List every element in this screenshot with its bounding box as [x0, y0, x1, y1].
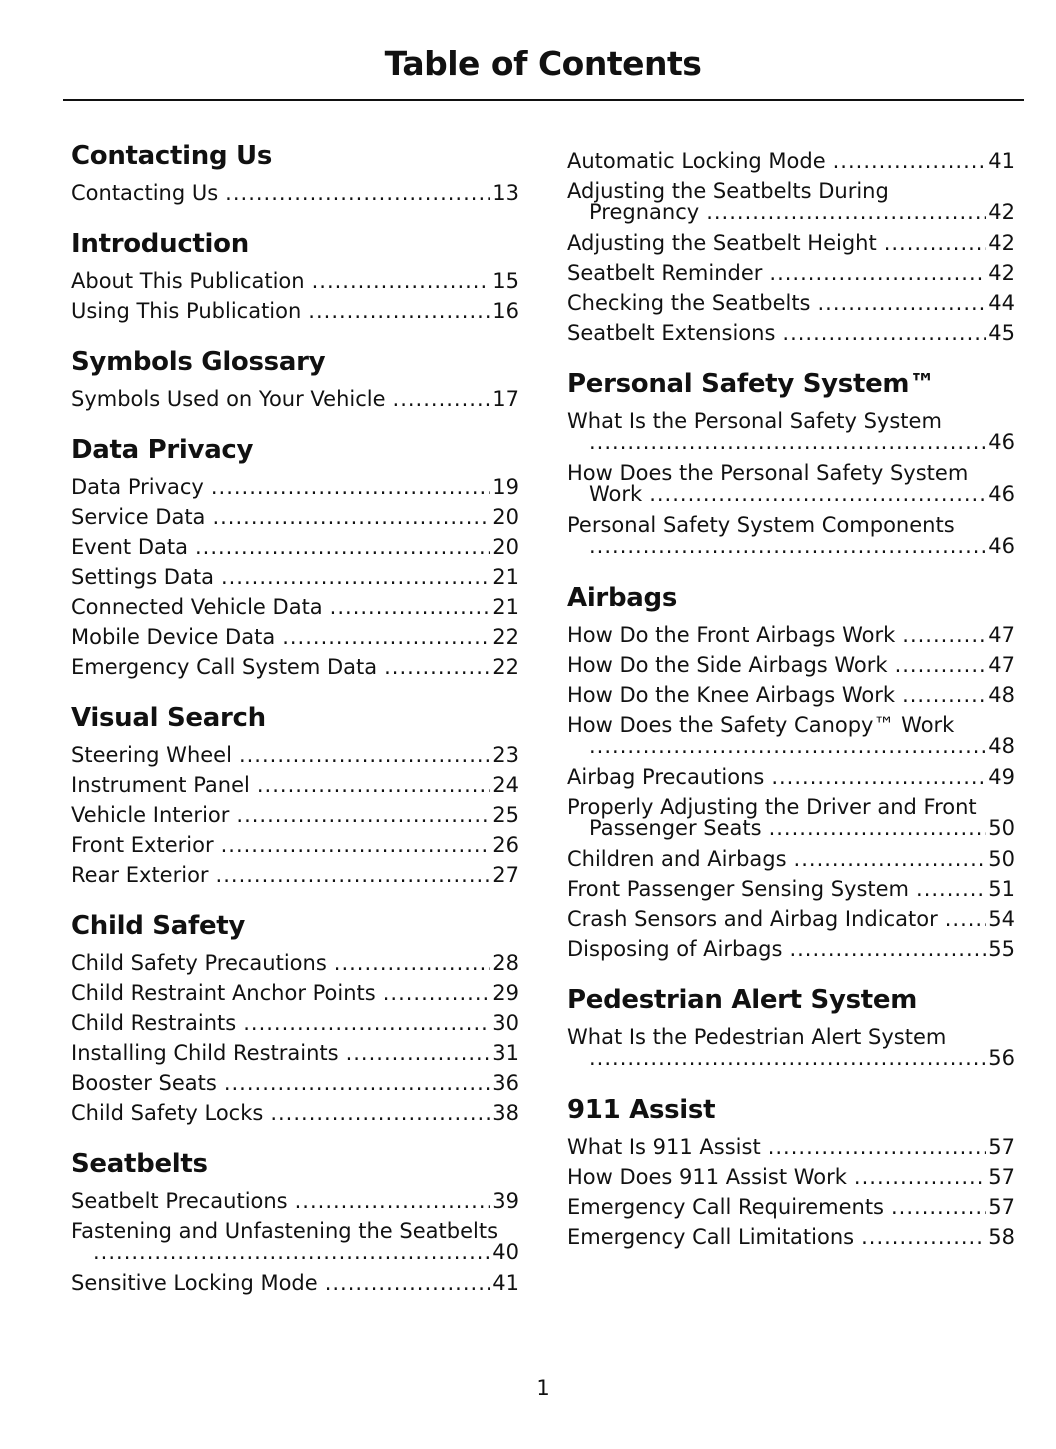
entry-label-line1: What Is the Personal Safety System	[567, 409, 942, 433]
entry-label-line1: Properly Adjusting the Driver and Front	[567, 795, 977, 819]
dot-leader	[211, 472, 490, 502]
entry-page-number: 28	[492, 951, 519, 975]
toc-entry[interactable]	[567, 1022, 1015, 1074]
dot-leader	[334, 948, 490, 978]
dot-leader	[589, 1047, 986, 1069]
dot-leader	[916, 874, 986, 904]
entry-page-number: 40	[492, 1240, 519, 1264]
dot-leader	[589, 735, 986, 757]
entry-label: Children and Airbags	[567, 847, 787, 871]
toc-entry[interactable]	[71, 948, 519, 978]
dot-leader	[794, 844, 987, 874]
dot-leader	[589, 535, 986, 557]
toc-entry[interactable]	[567, 650, 1015, 680]
entry-label: Crash Sensors and Airbag Indicator	[567, 907, 938, 931]
entry-label: Disposing of Airbags	[567, 937, 783, 961]
entry-line2	[567, 201, 1015, 228]
entry-label: Steering Wheel	[71, 743, 232, 767]
entry-label: Emergency Call Limitations	[567, 1225, 855, 1249]
toc-entry[interactable]	[567, 1162, 1015, 1192]
entry-label: Service Data	[71, 505, 206, 529]
section-title: Introduction	[71, 229, 249, 259]
entry-page-number: 31	[492, 1041, 519, 1065]
toc-section	[567, 368, 1015, 562]
toc-section	[71, 702, 519, 890]
entry-page-number: 54	[988, 907, 1015, 931]
entry-page-number: 56	[988, 1046, 1015, 1070]
entry-page-number: 19	[492, 475, 519, 499]
toc-entry[interactable]	[567, 620, 1015, 650]
toc-entry[interactable]	[567, 1192, 1015, 1222]
entry-page-number: 55	[988, 937, 1015, 961]
dot-leader	[243, 1008, 490, 1038]
toc-section	[71, 140, 519, 208]
toc-entry[interactable]	[71, 532, 519, 562]
entry-label: Rear Exterior	[71, 863, 209, 887]
entry-label: Emergency Call System Data	[71, 655, 378, 679]
title-divider	[63, 99, 1024, 101]
toc-entry[interactable]	[567, 406, 1015, 458]
dot-leader	[768, 1132, 987, 1162]
toc-section	[567, 1094, 1015, 1252]
entry-page-number: 47	[988, 623, 1015, 647]
toc-entry[interactable]	[567, 228, 1015, 258]
toc-entry[interactable]	[71, 1098, 519, 1128]
dot-leader	[325, 1268, 491, 1298]
entry-label-line1: How Does the Safety Canopy™ Work	[567, 713, 955, 737]
dot-leader	[236, 800, 490, 830]
entry-label: How Do the Side Airbags Work	[567, 653, 888, 677]
entry-label: Event Data	[71, 535, 188, 559]
entry-label: Automatic Locking Mode	[567, 149, 826, 173]
entry-page-number: 48	[988, 734, 1015, 758]
dot-leader	[818, 288, 987, 318]
toc-entry[interactable]	[567, 934, 1015, 964]
dot-leader	[771, 762, 986, 792]
entry-page-number: 20	[492, 535, 519, 559]
entry-page-number: 30	[492, 1011, 519, 1035]
entry-page-number: 15	[492, 269, 519, 293]
entry-label: What Is 911 Assist	[567, 1135, 761, 1159]
dot-leader	[221, 830, 491, 860]
entry-page-number: 41	[492, 1271, 519, 1295]
dot-leader	[312, 266, 491, 296]
section-title: Personal Safety System™	[567, 369, 935, 399]
entry-line2	[567, 1047, 1015, 1074]
entry-label: Pregnancy	[589, 200, 700, 224]
dot-leader	[945, 904, 987, 934]
toc-entry[interactable]	[71, 740, 519, 770]
entry-page-number: 41	[988, 149, 1015, 173]
toc-entry[interactable]	[71, 1186, 519, 1216]
entry-label: Symbols Used on Your Vehicle	[71, 387, 386, 411]
dot-leader	[93, 1241, 490, 1263]
entry-page-number: 42	[988, 231, 1015, 255]
section-title: Visual Search	[71, 703, 266, 733]
dot-leader	[384, 652, 490, 682]
entry-page-number: 17	[492, 387, 519, 411]
entry-line2	[71, 1241, 519, 1268]
toc-section	[71, 228, 519, 326]
entry-label: Using This Publication	[71, 299, 302, 323]
entry-page-number: 57	[988, 1165, 1015, 1189]
section-title: Airbags	[567, 583, 677, 613]
dot-leader	[706, 201, 986, 223]
toc-section	[71, 434, 519, 682]
entry-page-number: 22	[492, 625, 519, 649]
dot-leader	[769, 258, 986, 288]
toc-entry[interactable]	[71, 978, 519, 1008]
toc-entry[interactable]	[567, 1132, 1015, 1162]
entry-label: Airbag Precautions	[567, 765, 765, 789]
toc-entry[interactable]	[71, 178, 519, 208]
entry-page-number: 47	[988, 653, 1015, 677]
entry-page-number: 22	[492, 655, 519, 679]
dot-leader	[225, 178, 490, 208]
toc-entry[interactable]	[71, 652, 519, 682]
dot-leader	[257, 770, 490, 800]
toc-entry[interactable]	[71, 622, 519, 652]
dot-leader	[212, 502, 490, 532]
toc-entry[interactable]	[71, 266, 519, 296]
entry-label: Connected Vehicle Data	[71, 595, 323, 619]
entry-label: Child Safety Precautions	[71, 951, 327, 975]
dot-leader	[224, 1068, 490, 1098]
dot-leader	[902, 680, 986, 710]
entry-label-line1: Adjusting the Seatbelts During	[567, 179, 889, 203]
toc-section	[71, 1148, 519, 1298]
dot-leader	[769, 817, 987, 839]
entry-page-number: 42	[988, 200, 1015, 224]
entry-page-number: 46	[988, 534, 1015, 558]
entry-label-line1: Fastening and Unfastening the Seatbelts	[71, 1219, 499, 1243]
entry-page-number: 36	[492, 1071, 519, 1095]
entry-label: Work	[589, 482, 643, 506]
entry-label: Settings Data	[71, 565, 214, 589]
entry-page-number: 46	[988, 430, 1015, 454]
toc-entry[interactable]	[567, 258, 1015, 288]
entry-label: How Does 911 Assist Work	[567, 1165, 847, 1189]
toc-entry[interactable]	[71, 592, 519, 622]
entry-page-number: 24	[492, 773, 519, 797]
entry-page-number: 13	[492, 181, 519, 205]
toc-entry[interactable]	[567, 904, 1015, 934]
entry-label: Adjusting the Seatbelt Height	[567, 231, 877, 255]
dot-leader	[649, 483, 986, 505]
toc-column-left	[71, 140, 519, 1318]
entry-line2	[567, 535, 1015, 562]
entry-page-number: 51	[988, 877, 1015, 901]
toc-entry[interactable]	[567, 874, 1015, 904]
entry-label: Installing Child Restraints	[71, 1041, 339, 1065]
entry-label: Child Restraints	[71, 1011, 237, 1035]
entry-page-number: 27	[492, 863, 519, 887]
entry-line2	[567, 431, 1015, 458]
toc-entry[interactable]	[71, 1008, 519, 1038]
entry-page-number: 23	[492, 743, 519, 767]
toc-entry[interactable]	[567, 792, 1015, 844]
entry-page-number: 38	[492, 1101, 519, 1125]
section-title: 911 Assist	[567, 1095, 716, 1125]
entry-label-line1: How Does the Personal Safety System	[567, 461, 969, 485]
entry-page-number: 26	[492, 833, 519, 857]
toc-entry[interactable]	[567, 458, 1015, 510]
entry-label: Checking the Seatbelts	[567, 291, 811, 315]
dot-leader	[346, 1038, 491, 1068]
toc-section	[567, 582, 1015, 964]
entry-page-number: 44	[988, 291, 1015, 315]
entry-label-line1: What Is the Pedestrian Alert System	[567, 1025, 947, 1049]
dot-leader	[216, 860, 491, 890]
toc-entry[interactable]	[567, 1222, 1015, 1252]
entry-page-number: 50	[988, 847, 1015, 871]
entry-label: Contacting Us	[71, 181, 219, 205]
entry-label: Data Privacy	[71, 475, 204, 499]
toc-section	[71, 910, 519, 1128]
toc-entry[interactable]	[567, 288, 1015, 318]
toc-entry[interactable]	[71, 384, 519, 414]
entry-line2	[567, 735, 1015, 762]
toc-entry[interactable]	[71, 1216, 519, 1268]
dot-leader	[789, 934, 986, 964]
toc-entry[interactable]	[567, 762, 1015, 792]
entry-label: Child Restraint Anchor Points	[71, 981, 376, 1005]
dot-leader	[833, 146, 987, 176]
entry-label: Passenger Seats	[589, 816, 762, 840]
dot-leader	[861, 1222, 986, 1252]
entry-label: Front Passenger Sensing System	[567, 877, 910, 901]
section-title: Seatbelts	[71, 1149, 208, 1179]
entry-label: How Do the Knee Airbags Work	[567, 683, 896, 707]
dot-leader	[895, 650, 987, 680]
dot-leader	[383, 978, 491, 1008]
dot-leader	[239, 740, 490, 770]
entry-label: Instrument Panel	[71, 773, 250, 797]
toc-entry[interactable]	[567, 176, 1015, 228]
toc-entry[interactable]	[71, 770, 519, 800]
toc-section	[71, 346, 519, 414]
toc-section	[567, 146, 1015, 348]
entry-label-line1: Personal Safety System Components	[567, 513, 955, 537]
toc-entry[interactable]	[71, 502, 519, 532]
section-title: Symbols Glossary	[71, 347, 326, 377]
toc-entry[interactable]	[71, 830, 519, 860]
toc-entry[interactable]	[71, 472, 519, 502]
dot-leader	[270, 1098, 490, 1128]
page-title: Table of Contents	[384, 44, 702, 83]
section-title: Pedestrian Alert System	[567, 985, 918, 1015]
dot-leader	[891, 1192, 986, 1222]
toc-entry[interactable]	[71, 562, 519, 592]
toc-entry[interactable]	[71, 1038, 519, 1068]
dot-leader	[221, 562, 490, 592]
dot-leader	[902, 620, 986, 650]
dot-leader	[884, 228, 987, 258]
entry-label: Mobile Device Data	[71, 625, 276, 649]
toc-entry[interactable]	[71, 1068, 519, 1098]
entry-label: How Do the Front Airbags Work	[567, 623, 896, 647]
entry-label: Seatbelt Reminder	[567, 261, 763, 285]
entry-page-number: 21	[492, 565, 519, 589]
entry-page-number: 57	[988, 1135, 1015, 1159]
entry-page-number: 39	[492, 1189, 519, 1213]
entry-label: Sensitive Locking Mode	[71, 1271, 318, 1295]
dot-leader	[589, 431, 986, 453]
entry-page-number: 49	[988, 765, 1015, 789]
section-title: Contacting Us	[71, 141, 273, 171]
entry-label: About This Publication	[71, 269, 305, 293]
dot-leader	[782, 318, 986, 348]
toc-entry[interactable]	[71, 800, 519, 830]
toc-entry[interactable]	[567, 146, 1015, 176]
toc-entry[interactable]	[567, 844, 1015, 874]
toc-column-right	[567, 140, 1015, 1272]
toc-entry[interactable]	[567, 318, 1015, 348]
entry-line2	[567, 483, 1015, 510]
toc-entry[interactable]	[567, 680, 1015, 710]
entry-page-number: 25	[492, 803, 519, 827]
toc-entry[interactable]	[567, 510, 1015, 562]
dot-leader	[295, 1186, 491, 1216]
entry-label: Seatbelt Precautions	[71, 1189, 288, 1213]
entry-page-number: 45	[988, 321, 1015, 345]
entry-page-number: 16	[492, 299, 519, 323]
toc-entry[interactable]	[71, 1268, 519, 1298]
section-title: Data Privacy	[71, 435, 254, 465]
entry-page-number: 46	[988, 482, 1015, 506]
entry-page-number: 42	[988, 261, 1015, 285]
entry-page-number: 20	[492, 505, 519, 529]
entry-label: Child Safety Locks	[71, 1101, 264, 1125]
dot-leader	[330, 592, 491, 622]
entry-page-number: 48	[988, 683, 1015, 707]
toc-section	[567, 984, 1015, 1074]
entry-label: Front Exterior	[71, 833, 214, 857]
entry-label: Emergency Call Requirements	[567, 1195, 884, 1219]
entry-label: Vehicle Interior	[71, 803, 230, 827]
entry-line2	[567, 817, 1015, 844]
entry-label: Booster Seats	[71, 1071, 217, 1095]
toc-entry[interactable]	[71, 296, 519, 326]
toc-entry[interactable]	[567, 710, 1015, 762]
entry-page-number: 57	[988, 1195, 1015, 1219]
dot-leader	[308, 296, 490, 326]
section-title: Child Safety	[71, 911, 246, 941]
page-number: 1	[536, 1376, 550, 1400]
entry-page-number: 50	[988, 816, 1015, 840]
dot-leader	[854, 1162, 986, 1192]
entry-page-number: 29	[492, 981, 519, 1005]
dot-leader	[393, 384, 491, 414]
dot-leader	[282, 622, 490, 652]
dot-leader	[195, 532, 490, 562]
entry-label: Seatbelt Extensions	[567, 321, 776, 345]
entry-page-number: 58	[988, 1225, 1015, 1249]
entry-page-number: 21	[492, 595, 519, 619]
toc-entry[interactable]	[71, 860, 519, 890]
